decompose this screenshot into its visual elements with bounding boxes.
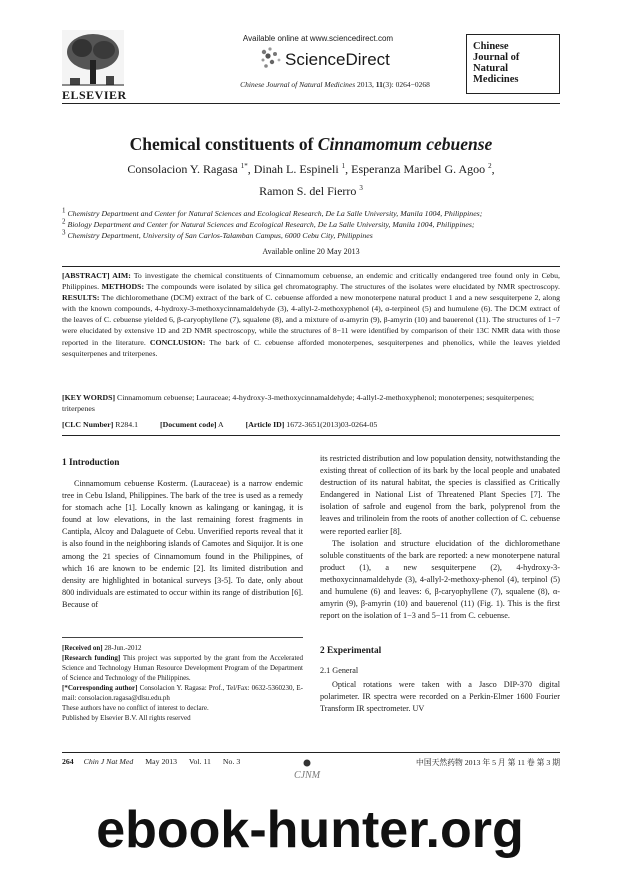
author-name: , Esperanza Maribel G. Agoo bbox=[345, 162, 489, 176]
footer-citation bbox=[62, 757, 250, 766]
journal-title-box bbox=[466, 34, 560, 94]
footnote-conflict: These authors have no conflict of interest to declare. bbox=[62, 704, 209, 712]
abstract-top-rule bbox=[62, 266, 560, 267]
footnote-rule bbox=[62, 637, 303, 638]
author-sup: 1 bbox=[341, 162, 346, 170]
sciencedirect-logo: ScienceDirect bbox=[285, 50, 390, 69]
author-separator: , bbox=[491, 162, 495, 176]
abstract-conclusion: The bark of C. cebuense afforded monoterpenes, sesquiterpenes and phenolics, while the leaves yielded sesquiterpenes and triterpenes. bbox=[62, 337, 560, 358]
cjnm-logo-text: CJNM bbox=[293, 770, 321, 781]
intro-paragraph-3: The isolation and structure elucidation of the dichloromethane soluble constituents of the bark are reported: a new monoterpene natural product (1), a new sesquiterpene (2), 4-hydroxy-3-methoxycinnamaldehyde (3), 4-allyl-2-methoxy-phenol (4), terpinol (5) and humulene (6) and leaves: 6, β-caryophyllene (7), squalene (8), α-amyrin (9), β-amyrin (10) and bauerenol (11) (Fig. 1). This is the first report on the isolation of 1−3 and 5−11 from C. cebuense. bbox=[320, 538, 560, 621]
conclusion-label: CONCLUSION: bbox=[149, 337, 206, 347]
affiliation-text: Chemistry Department and Center for Natural Sciences and Ecological Research, De La Salle University, Manila 1004, Philippines; bbox=[67, 209, 483, 218]
author-name: , Dinah L. Espineli bbox=[247, 162, 342, 176]
sciencedirect-dots-icon bbox=[258, 44, 288, 74]
section-heading-introduction: 1 Introduction bbox=[62, 458, 120, 468]
journal-year: 2013, bbox=[357, 80, 374, 89]
affiliations bbox=[62, 208, 560, 241]
journal-box-line: Medicines bbox=[473, 74, 519, 85]
authors-line-1 bbox=[62, 162, 560, 177]
affiliation bbox=[62, 230, 560, 241]
section-heading-experimental: 2 Experimental bbox=[320, 646, 382, 656]
article-id-label: [Article ID] bbox=[245, 420, 285, 429]
journal-name: Chinese Journal of Natural Medicines bbox=[240, 80, 356, 89]
watermark-text: ebook-hunter.org bbox=[96, 801, 524, 859]
affiliation bbox=[62, 219, 560, 230]
footer-date: May 2013 bbox=[145, 757, 178, 766]
clc-value: R284.1 bbox=[113, 420, 139, 429]
journal-issue-pages: (3): 0264−0268 bbox=[382, 80, 430, 89]
journal-box-line: Chinese bbox=[473, 41, 509, 52]
footer-journal-abbr: Chin J Nat Med bbox=[83, 757, 134, 766]
corresponding-value: Consolacion Y. Ragasa: Prof., Tel/Fax: 0632-5360230, E-mail: consolacion.ragasa@dlsu.edu.ph bbox=[62, 684, 303, 702]
authors-line-2 bbox=[62, 184, 560, 199]
received-value: 28-Jun.-2012 bbox=[102, 644, 142, 652]
affiliation-text: Biology Department and Center for Natural Sciences and Ecological Research, De La Salle University, Manila 1004, Philippines; bbox=[67, 220, 475, 229]
doc-value: A bbox=[216, 420, 224, 429]
results-label: RESULTS: bbox=[62, 293, 100, 303]
article-title bbox=[62, 134, 560, 155]
affiliation-text: Chemistry Department, University of San Carlos-Talamban Campus, 6000 Cebu City, Philippines bbox=[67, 231, 373, 240]
classification-line bbox=[62, 420, 560, 429]
right-column bbox=[320, 453, 560, 622]
header-rule bbox=[62, 103, 560, 104]
title-text: Chemical constituents of bbox=[129, 134, 318, 154]
keywords-label: [KEY WORDS] bbox=[62, 393, 116, 402]
footnote-funding bbox=[62, 653, 303, 683]
page-number: 264 bbox=[62, 757, 74, 766]
clc-number bbox=[62, 420, 138, 429]
journal-box-line: Journal of bbox=[473, 52, 520, 63]
author-sup: 2 bbox=[488, 162, 492, 170]
footnote-received bbox=[62, 643, 303, 653]
footnote-published: Published by Elsevier B.V. All rights reserved bbox=[62, 714, 191, 722]
experimental-paragraph-1: Optical rotations were taken with a Jasco DIP-370 digital polarimeter. IR spectra were recorded on a Perkin-Elmer 1600 Fourier Transform IR spectrometer. UV bbox=[320, 680, 560, 714]
intro-paragraph-1: Cinnamomum cebuense Kosterm. (Lauraceae) is a narrow endemic tree in Cebu Island, Philippines. The bark of the tree is used as a remedy for stomach ache [1]. Locally known as kalingang or kaningag, it is found at low elevations, in the last remaining forest fragments in Cantipla, Alcoy and Dalaguete of Cebu. Unverified reports reveal that it is also found in the neighboring islands of Camotes and Siquijor. It is one among the 21 species of Cinnamomum found in the Philippines, of which 16 are known to be endemic [2]. Its limited distribution and density are highlighted in botanical surveys [3-5]. To date, only about 800 individuals are estimated to occur within its range of distribution [6]. Because of bbox=[62, 479, 303, 609]
abstract-label: [ABSTRACT] AIM: bbox=[62, 271, 131, 280]
affiliation-sup: 1 bbox=[62, 206, 66, 215]
funding-label: [Research funding] bbox=[62, 654, 121, 662]
journal-citation bbox=[205, 80, 465, 89]
author-name: Consolacion Y. Ragasa bbox=[127, 162, 241, 176]
journal-box-line: Natural bbox=[473, 63, 508, 74]
article-id-value: 1672-3651(2013)03-0264-05 bbox=[284, 420, 378, 429]
received-label: [Received on] bbox=[62, 644, 103, 652]
author-sup: 3 bbox=[359, 184, 363, 192]
keywords bbox=[62, 392, 560, 414]
affiliation-sup: 2 bbox=[62, 217, 66, 226]
available-date: Available online 20 May 2013 bbox=[262, 247, 360, 256]
affiliation-sup: 3 bbox=[62, 228, 66, 237]
footer-volume: Vol. 11 bbox=[188, 757, 211, 766]
abstract-results: The dichloromethane (DCM) extract of the bark of C. cebuense afforded a new monoterpene natural product 1 and a new sesquiterpene 2, along with the known compounds, 4-hydroxy-3-methoxycinnamaldehyde (3), 4-allyl-2-methoxyphenol (4), α-terpineol (5) and humulene (6). The DCM extract of the leaves of C. cebuense yielded 6, β-caryophyllene (7), squalene (8), and a mixture of α-amyrin (9), β-amyrin (10) and bauerenol (11). The structures of 1−7 were elucidated by extensive 1D and 2D NMR spectroscopy, while the structures of 8−11 were identified by comparison of their 13C NMR data with those reported in the literature. bbox=[62, 293, 560, 347]
clc-label: [CLC Number] bbox=[62, 420, 114, 429]
author-name: Ramon S. del Fierro bbox=[259, 184, 360, 198]
article-id bbox=[246, 420, 378, 429]
publisher-name: ELSEVIER bbox=[62, 88, 127, 102]
abstract-bottom-rule bbox=[62, 435, 560, 436]
footer-rule bbox=[62, 752, 560, 753]
cjnm-logo bbox=[283, 758, 331, 782]
journal-volume: 11 bbox=[375, 80, 383, 89]
doc-label: [Document code] bbox=[159, 420, 217, 429]
abstract-methods: The compounds were isolated by silica gel chromatography. The structures of the isolates were elucidated by NMR spectroscopy. bbox=[144, 282, 560, 292]
subsection-heading-general: 2.1 General bbox=[320, 666, 359, 675]
abstract bbox=[62, 270, 560, 359]
funding-value: This project was supported by the grant from the Accelerated Science and Technology Human Resource Development Program of the Department of Science and Technology of the Philippines. bbox=[62, 654, 304, 682]
corresponding-label: [*Corresponding author] bbox=[62, 684, 138, 692]
available-online-text: Available online at www.sciencedirect.com bbox=[242, 34, 394, 43]
methods-label: METHODS: bbox=[101, 282, 145, 292]
abstract-aim: To investigate the chemical constituents of Cinnamomum cebuense, an endemic and critically endangered tree found only in Cebu, Philippines. bbox=[62, 271, 560, 292]
footnotes bbox=[62, 643, 303, 723]
footer-issue: No. 3 bbox=[222, 757, 241, 766]
footer-chinese-citation: 中国天然药物 2013 年 5 月 第 11 卷 第 3 期 bbox=[416, 758, 560, 767]
document-code bbox=[160, 420, 224, 429]
footnote-corresponding bbox=[62, 683, 303, 703]
intro-paragraph-2: its restricted distribution and low population density, notwithstanding the existing threat of collection of its bark by the local people and unabated destruction of its natural habitat, the species is classified as Critically Endangered in National List of Threatened Plant Species [7]. The isolation of safrole and eugenol from the bark, polyprenol from the leaves and trilinolein from the roots of another collection of C. cebuense were reported earlier [8]. bbox=[320, 454, 560, 536]
title-species: Cinnamomum cebuense bbox=[317, 134, 493, 154]
keywords-text: Cinnamomum cebuense; Lauraceae; 4-hydroxy-3-methoxycinnamaldehyde; 4-allyl-2-methoxyphenol; monoterpenes; sesquiterpenes; triterpenes bbox=[62, 393, 535, 414]
author-sup: 1* bbox=[240, 162, 248, 170]
affiliation bbox=[62, 208, 560, 219]
